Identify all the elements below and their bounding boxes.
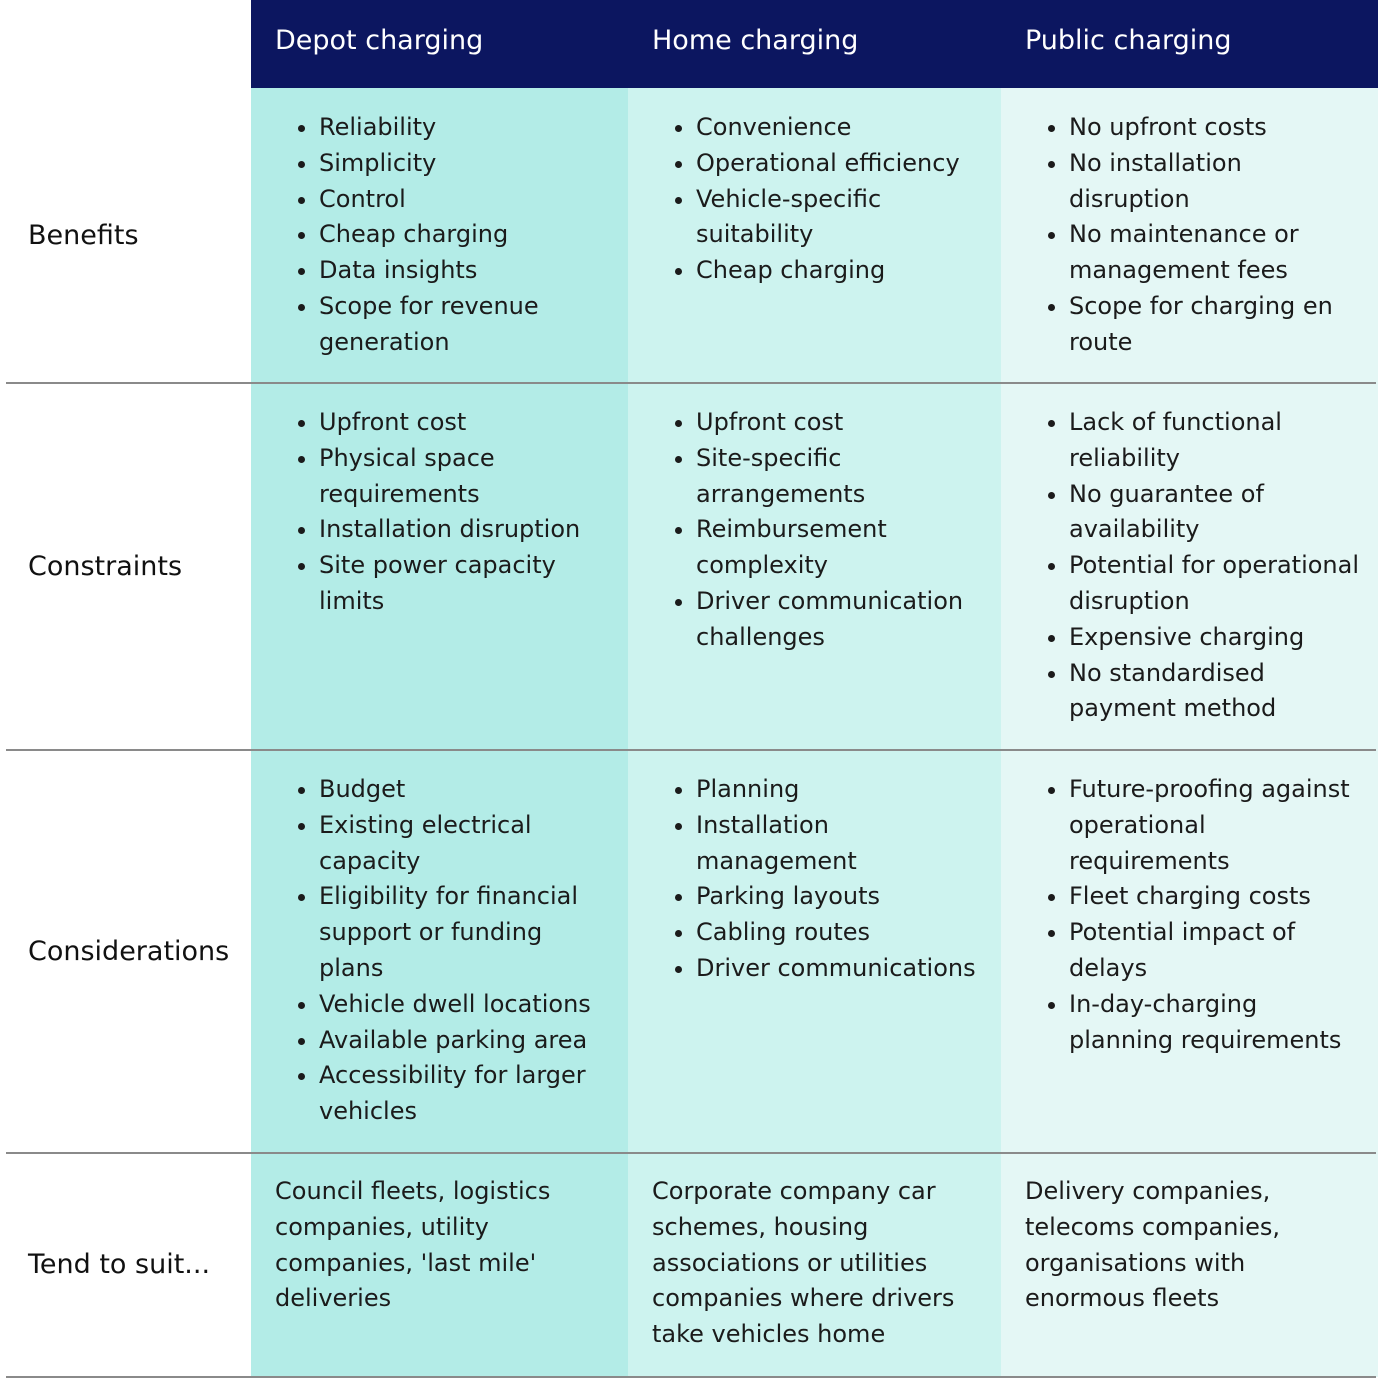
bullet-list: [650, 772, 983, 987]
list-item: • Upfront cost: [319, 405, 610, 441]
list-item: • Potential for operational disruption: [1069, 548, 1360, 620]
list-item: • Data insights: [319, 253, 610, 289]
bullet-list: [1023, 772, 1360, 1058]
column-header-home: Home charging: [628, 0, 1001, 88]
list-item: • No standardised payment method: [1069, 656, 1360, 728]
suit-public-cell: Delivery companies, telecoms companies, organisations with enormous fleets: [1001, 1152, 1378, 1377]
list-item: • In-day-charging planning requirements: [1069, 987, 1360, 1059]
column-header-depot: Depot charging: [251, 0, 628, 88]
list-item: • No maintenance or management fees: [1069, 217, 1360, 289]
bullet-list: [1023, 405, 1360, 727]
suit-home-cell: Corporate company car schemes, housing associations or utilities companies where drivers take vehicles home: [628, 1152, 1001, 1377]
list-item: • Eligibility for financial support or funding plans: [319, 879, 610, 986]
suit-depot-cell: Council fleets, logistics companies, utility companies, 'last mile' deliveries: [251, 1152, 628, 1377]
constraints-depot-cell: [251, 383, 628, 750]
list-item: • Operational efficiency: [696, 146, 983, 182]
list-item: • Lack of functional reliability: [1069, 405, 1360, 477]
list-item: • Cabling routes: [696, 915, 983, 951]
list-item: • No upfront costs: [1069, 110, 1360, 146]
bullet-list: [1023, 110, 1360, 361]
list-item: • Available parking area: [319, 1023, 610, 1059]
row-divider: [6, 749, 1376, 751]
list-item: • Fleet charging costs: [1069, 879, 1360, 915]
list-item: • Vehicle-specific suitability: [696, 182, 983, 254]
list-item: • Physical space requirements: [319, 441, 610, 513]
considerations-depot-cell: [251, 750, 628, 1152]
benefits-home-cell: [628, 88, 1001, 383]
row-divider: [6, 1376, 1376, 1378]
list-item: • Driver communications: [696, 951, 983, 987]
list-item: • Accessibility for larger vehicles: [319, 1058, 610, 1130]
row-label-tend-to-suit: Tend to suit...: [28, 1249, 211, 1280]
list-item: • Simplicity: [319, 146, 610, 182]
list-item: • Installation management: [696, 808, 983, 880]
list-item: • Reimbursement complexity: [696, 512, 983, 584]
list-item: • Control: [319, 182, 610, 218]
list-item: • Upfront cost: [696, 405, 983, 441]
constraints-home-cell: [628, 383, 1001, 750]
row-divider: [6, 382, 1376, 384]
list-item: • Parking layouts: [696, 879, 983, 915]
list-item: • Reliability: [319, 110, 610, 146]
list-item: • Site power capacity limits: [319, 548, 610, 620]
benefits-public-cell: [1001, 88, 1378, 383]
row-label-benefits: Benefits: [28, 220, 139, 251]
bullet-list: [650, 110, 983, 289]
list-item: • Site-specific arrangements: [696, 441, 983, 513]
bullet-list: [273, 405, 610, 620]
list-item: • No installation disruption: [1069, 146, 1360, 218]
bullet-list: [650, 405, 983, 656]
considerations-home-cell: [628, 750, 1001, 1152]
list-item: • Scope for charging en route: [1069, 289, 1360, 361]
column-header-public: Public charging: [1001, 0, 1378, 88]
constraints-public-cell: [1001, 383, 1378, 750]
list-item: • Budget: [319, 772, 610, 808]
row-divider: [6, 1152, 1376, 1154]
benefits-depot-cell: [251, 88, 628, 383]
list-item: • Cheap charging: [319, 217, 610, 253]
bullet-list: [273, 772, 610, 1130]
row-label-constraints: Constraints: [28, 551, 183, 582]
considerations-public-cell: [1001, 750, 1378, 1152]
list-item: • Convenience: [696, 110, 983, 146]
row-label-considerations: Considerations: [28, 935, 230, 967]
list-item: • Cheap charging: [696, 253, 983, 289]
list-item: • Existing electrical capacity: [319, 808, 610, 880]
list-item: • Vehicle dwell locations: [319, 987, 610, 1023]
list-item: • Expensive charging: [1069, 620, 1360, 656]
list-item: • Potential impact of delays: [1069, 915, 1360, 987]
list-item: • Scope for revenue generation: [319, 289, 610, 361]
list-item: • Driver communication challenges: [696, 584, 983, 656]
list-item: • Installation disruption: [319, 512, 610, 548]
list-item: • Future-proofing against operational requirements: [1069, 772, 1360, 879]
list-item: • Planning: [696, 772, 983, 808]
table-corner: [0, 0, 251, 88]
list-item: • No guarantee of availability: [1069, 477, 1360, 549]
bullet-list: [273, 110, 610, 361]
